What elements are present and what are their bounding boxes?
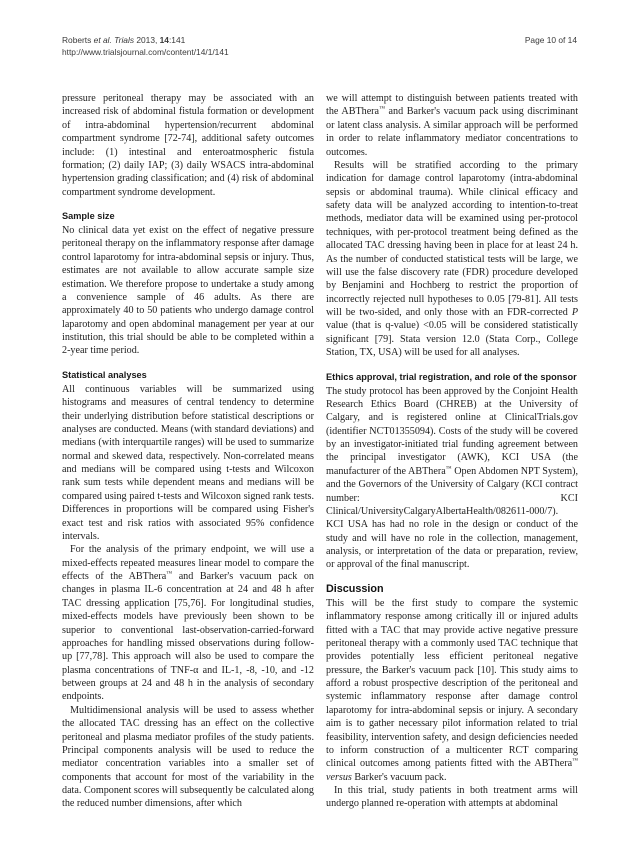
- trademark: ™: [572, 758, 578, 765]
- paragraph: No clinical data yet exist on the effect of negative pressure peritoneal therapy on the inflammatory response after damage control laparotomy for intra-abdominal sepsis or injury. Thus, estimates are not available to allow accurate sample size estimation. We therefore propose to undertake a study among a convenience sample of 46 adults. As there are approximately 40 to 50 patients who undergo damage control laparotomy and open abdominal management per year at our institution, this trial should be able to be completed within a 2-year time period.: [62, 225, 314, 357]
- trademark: ™: [379, 106, 385, 113]
- heading-ethics: Ethics approval, trial registration, and role of the sponsor: [326, 371, 577, 382]
- citation: [62, 34, 577, 46]
- paragraph: [326, 92, 578, 159]
- text: and Barker's vacuum pack on changes in plasma IL-6 concentration at 24 and 48 h after TAC dressing application [75,76]. For longitudinal studies, mixed-effects models have previously been shown to be superior to conventional last-observation-carried-forward approaches for handling missed observations during follow-up [77,78]. This approach will also be used to compare the plasma concentrations of TNF-α and IL-1, -8, -10, and -12 between groups at 24 and 48 h in the analysis of secondary endpoints.: [62, 571, 314, 703]
- paragraph: All continuous variables will be summarized using histograms and measures of central tendency to determine their underlying distribution before statistical descriptions or analyses are conducted. Means (with standard deviations) and medians (with interquartile ranges) will be used to summarize normal and skewed data, respectively. Non-correlated means and medians will be compared using t-tests and Wilcoxon rank sum tests while dependent means and medians will be compared using paired t-tests and Wilcoxon signed rank tests. Differences in proportions will be compared using Fisher's exact test and risk ratios with associated 95% confidence intervals.: [62, 383, 314, 542]
- trademark: ™: [166, 571, 173, 577]
- article-url[interactable]: http://www.trialsjournal.com/content/14/1/141: [62, 47, 229, 57]
- versus: versus: [326, 771, 352, 783]
- journal-name: Trials: [114, 35, 135, 45]
- trademark: ™: [445, 465, 452, 472]
- paragraph: [326, 597, 578, 784]
- heading-statistical-analyses: Statistical analyses: [62, 369, 147, 380]
- et-al: et al.: [93, 35, 112, 45]
- paragraph: [326, 159, 578, 360]
- paragraph: pressure peritoneal therapy may be associated with an increased risk of abdominal fistula formation or development of intra-abdominal hypertension/recurrent abdominal compartment syndrome [72-74], additional safety outcomes include: (1) intestinal and enteroatmospheric fistula formation; (2) daily IAP; (3) daily WSACS intra-abdominal hypertension grading classification; and (4) risk of abdominal compartment syndrome development.: [62, 93, 314, 198]
- running-header: [62, 34, 577, 58]
- year: 2013,: [134, 35, 160, 45]
- author-name: Roberts: [62, 35, 94, 45]
- heading-sample-size: Sample size: [62, 211, 115, 221]
- text: Barker's vacuum pack.: [351, 771, 447, 783]
- right-column: [326, 92, 578, 811]
- paragraph: Multidimensional analysis will be used to assess whether the allocated TAC dressing has an effect on the collective peritoneal and plasma mediator profiles of the study patients. Principal components analysis will be used to reduce the mediator concentration variables into a smaller set of components that account for most of the variability in the data. Component scores will subsequently be calculated along the reduced number dimensions, after which: [62, 704, 314, 810]
- paragraph: [326, 385, 578, 572]
- text: The study protocol has been approved by the Conjoint Health Research Ethics Board (CHREB) at the University of Calgary, and is registered online at ClinicalTrials.gov (identifier NCT01355094). Costs of the study will be covered by an investigator-initiated trial funding agreement between the principal investigator (AWK), KCI USA (the manufacturer of the ABThera: [326, 385, 578, 477]
- text: For the analysis of the primary endpoint, we will use a mixed-effects repeated measures linear model to compare the effects of the ABThera: [62, 544, 314, 582]
- heading-discussion: Discussion: [326, 582, 384, 595]
- paragraph: [62, 543, 314, 704]
- text: Open Abdomen NPT System), and the Governors of the University of Calgary (KCI contract number: KCI Clinical/UniversityCalgaryAlbertaHealth/082611-000/7). KCI USA has had no role in the design or conduct of the study and will have no role in the collection, management, analysis, or interpretation of the data or preparation, review, or approval of the final manuscript.: [326, 465, 579, 571]
- page-number: Page 10 of 14: [524, 35, 577, 45]
- left-column: [62, 92, 314, 811]
- volume: 14: [159, 35, 169, 45]
- text: This will be the first study to compare the systemic inflammatory response among critically ill or injured adults fitted with a TAC that may provide active negative pressure peritoneal therapy with a commonly used TAC technique that provides potentially less efficient peritoneal negative pressure, the Barker's vacuum pack [10]. This study aims to afford a robust prospective description of the peritoneal and systemic inflammatory response after damage control laparotomy for intra-abdominal sepsis or injury. A secondary aim is to gather necessary pilot information related to trial feasibility, intervention safety, and design deficiencies needed to inform construction of a multicenter RCT comparing clinical outcomes among patients fitted with the ABThera: [326, 597, 578, 770]
- text: value (that is q-value) <0.05 will be considered statistically significant [79]. Stata version 12.0 (Stata Corp., College Station, TX, USA) will be used for all analyses.: [326, 320, 578, 359]
- p-symbol: P: [571, 307, 578, 318]
- text: and Barker's vacuum pack using discriminant or latent class analysis. A similar approach will be performed in order to relate inflammatory mediator concentrations to outcomes.: [326, 106, 579, 158]
- text: we will attempt to distinguish between patients treated with the ABThera: [326, 93, 578, 118]
- paragraph: In this trial, study patients in both treatment arms will undergo planned re-operation with attempts at abdominal: [326, 785, 578, 810]
- text: Results will be stratified according to the primary indication for damage control laparotomy (intra-abdominal sepsis or abdominal trauma). While clinical efficacy and safety data will be analyzed according to intention-to-treat methods, mediator data will be examined using per-protocol techniques, with per-protocol treatment being defined as the allocated TAC dressing having been in place for at least 24 h. As the number of conducted statistical tests will be large, we will use the false discovery rate (FDR) procedure developed by Benjamini and Hochberg to restrict the proportion of incorrectly rejected null hypotheses to 0.05 [79-81]. All tests will be two-sided, and only those with an FDR-corrected: [326, 159, 578, 318]
- article-number: :141: [168, 35, 186, 45]
